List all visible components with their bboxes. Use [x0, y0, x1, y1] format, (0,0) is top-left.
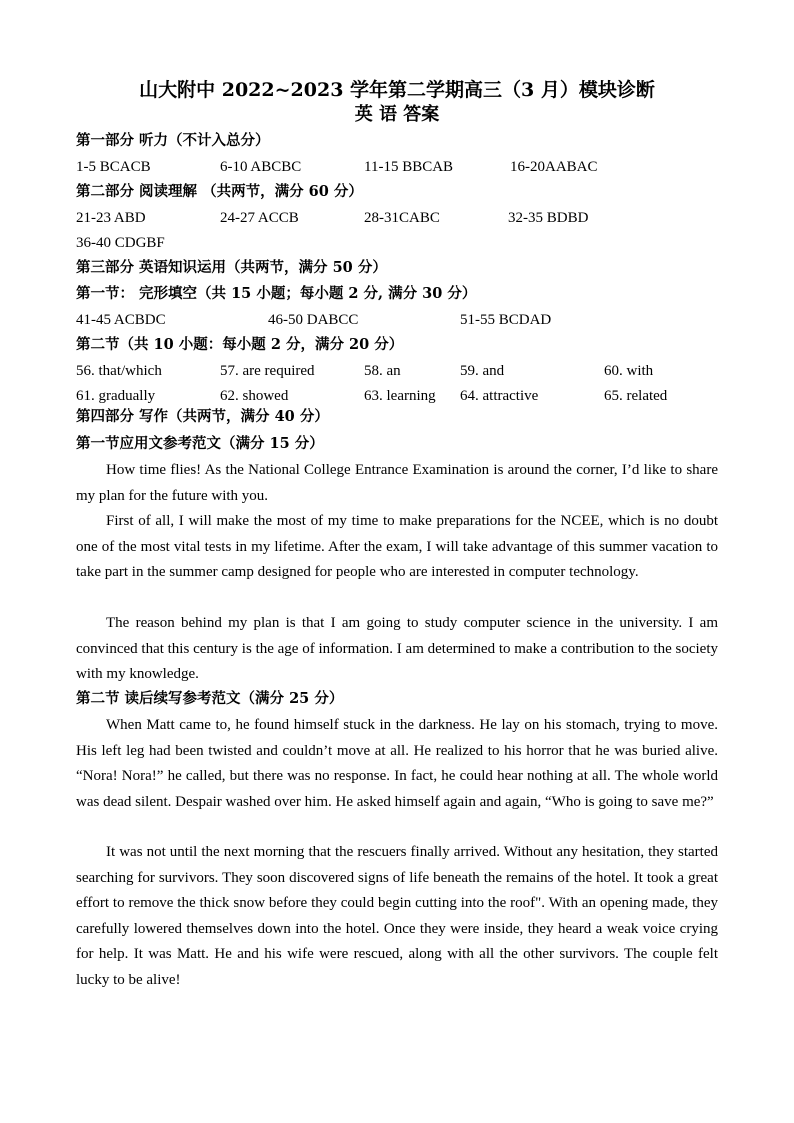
answer-group: 41-45 ACBDC	[76, 312, 166, 328]
answer-group: 6-10 ABCBC	[220, 159, 302, 175]
answer-group: 24-27 ACCB	[220, 210, 299, 226]
part4-heading: 第四部分 写作（共两节，满分 40 分）	[76, 408, 329, 425]
essay2-paragraph: When Matt came to, he found himself stuck in the darkness. He lay on his stomach, trying to move. His left leg had been twisted and couldn’t move at all. He realized to his horror that he was buried alive. “Nora! Nora!” he called, but there was no response. In fact, he could hear nothing at all. The whole world was dead silent. Despair washed over him. He asked himself again and again, “Who is going to save me?”	[76, 717, 718, 810]
page-title: 山大附中 2022~2023 学年第二学期高三（3 月）模块诊断	[139, 79, 655, 101]
answer-group: 46-50 DABCC	[268, 312, 359, 328]
answer-item: 63. learning	[364, 388, 436, 404]
essay2-paragraph: It was not until the next morning that the rescuers finally arrived. Without any hesitation, they started searching for survivors. They soon discovered signs of life beneath the remains of the hotel. It took a great effort to remove the thick snow before they could begin cutting into the roof". With an opening made, they carefully lowered themselves down into the hotel. Once they were inside, they heard a weak voice crying for help. It was Matt. He and his wife were rescued, along with all the other survivors. The couple felt lucky to be alive!	[76, 844, 718, 988]
answer-group: 36-40 CDGBF	[76, 235, 165, 251]
part3-section1-heading: 第一节： 完形填空（共 15 小题；每小题 2 分, 满分 30 分）	[76, 285, 477, 302]
answer-group: 21-23 ABD	[76, 210, 146, 226]
answer-group: 32-35 BDBD	[508, 210, 589, 226]
answer-item: 60. with	[604, 363, 654, 379]
essay1-paragraph: How time flies! As the National College Entrance Examination is around the corner, I’d like to share my plan for the future with you.	[76, 462, 718, 504]
part4-section1-heading: 第一节应用文参考范文（满分 15 分）	[76, 435, 324, 452]
answer-group: 28-31CABC	[364, 210, 440, 226]
answer-group: 1-5 BCACB	[76, 159, 151, 175]
answer-group: 51-55 BCDAD	[460, 312, 552, 328]
answer-item: 62. showed	[220, 388, 289, 404]
part1-heading: 第一部分 听力（不计入总分）	[76, 132, 270, 149]
answer-item: 57. are required	[220, 363, 315, 379]
part3-heading: 第三部分 英语知识运用（共两节，满分 50 分）	[76, 259, 387, 276]
answer-item: 61. gradually	[76, 388, 156, 404]
part2-heading: 第二部分 阅读理解 （共两节，满分 60 分）	[76, 183, 363, 200]
answer-item: 65. related	[604, 388, 668, 404]
answer-item: 64. attractive	[460, 388, 539, 404]
part3-section2-heading: 第二节（共 10 小题：每小题 2 分，满分 20 分）	[76, 336, 404, 353]
answer-item: 56. that/which	[76, 363, 162, 379]
answer-item: 58. an	[364, 363, 401, 379]
answer-item: 59. and	[460, 363, 505, 379]
essay1-paragraph: First of all, I will make the most of my time to make preparations for the NCEE, which is no doubt one of the most vital tests in my lifetime. After the exam, I will take advantage of this summer vacation to take part in the summer camp designed for people who are interested in computer technology.	[76, 513, 718, 580]
essay1-paragraph: The reason behind my plan is that I am going to study computer science in the university. I am convinced that this century is the age of information. I am determined to make a contribution to the society with my knowledge.	[76, 615, 718, 682]
part4-section2-heading: 第二节 读后续写参考范文（满分 25 分）	[76, 690, 344, 707]
answer-group: 16-20AABAC	[510, 159, 598, 175]
page-subtitle: 英 语 答案	[354, 104, 440, 125]
answer-group: 11-15 BBCAB	[364, 159, 454, 175]
